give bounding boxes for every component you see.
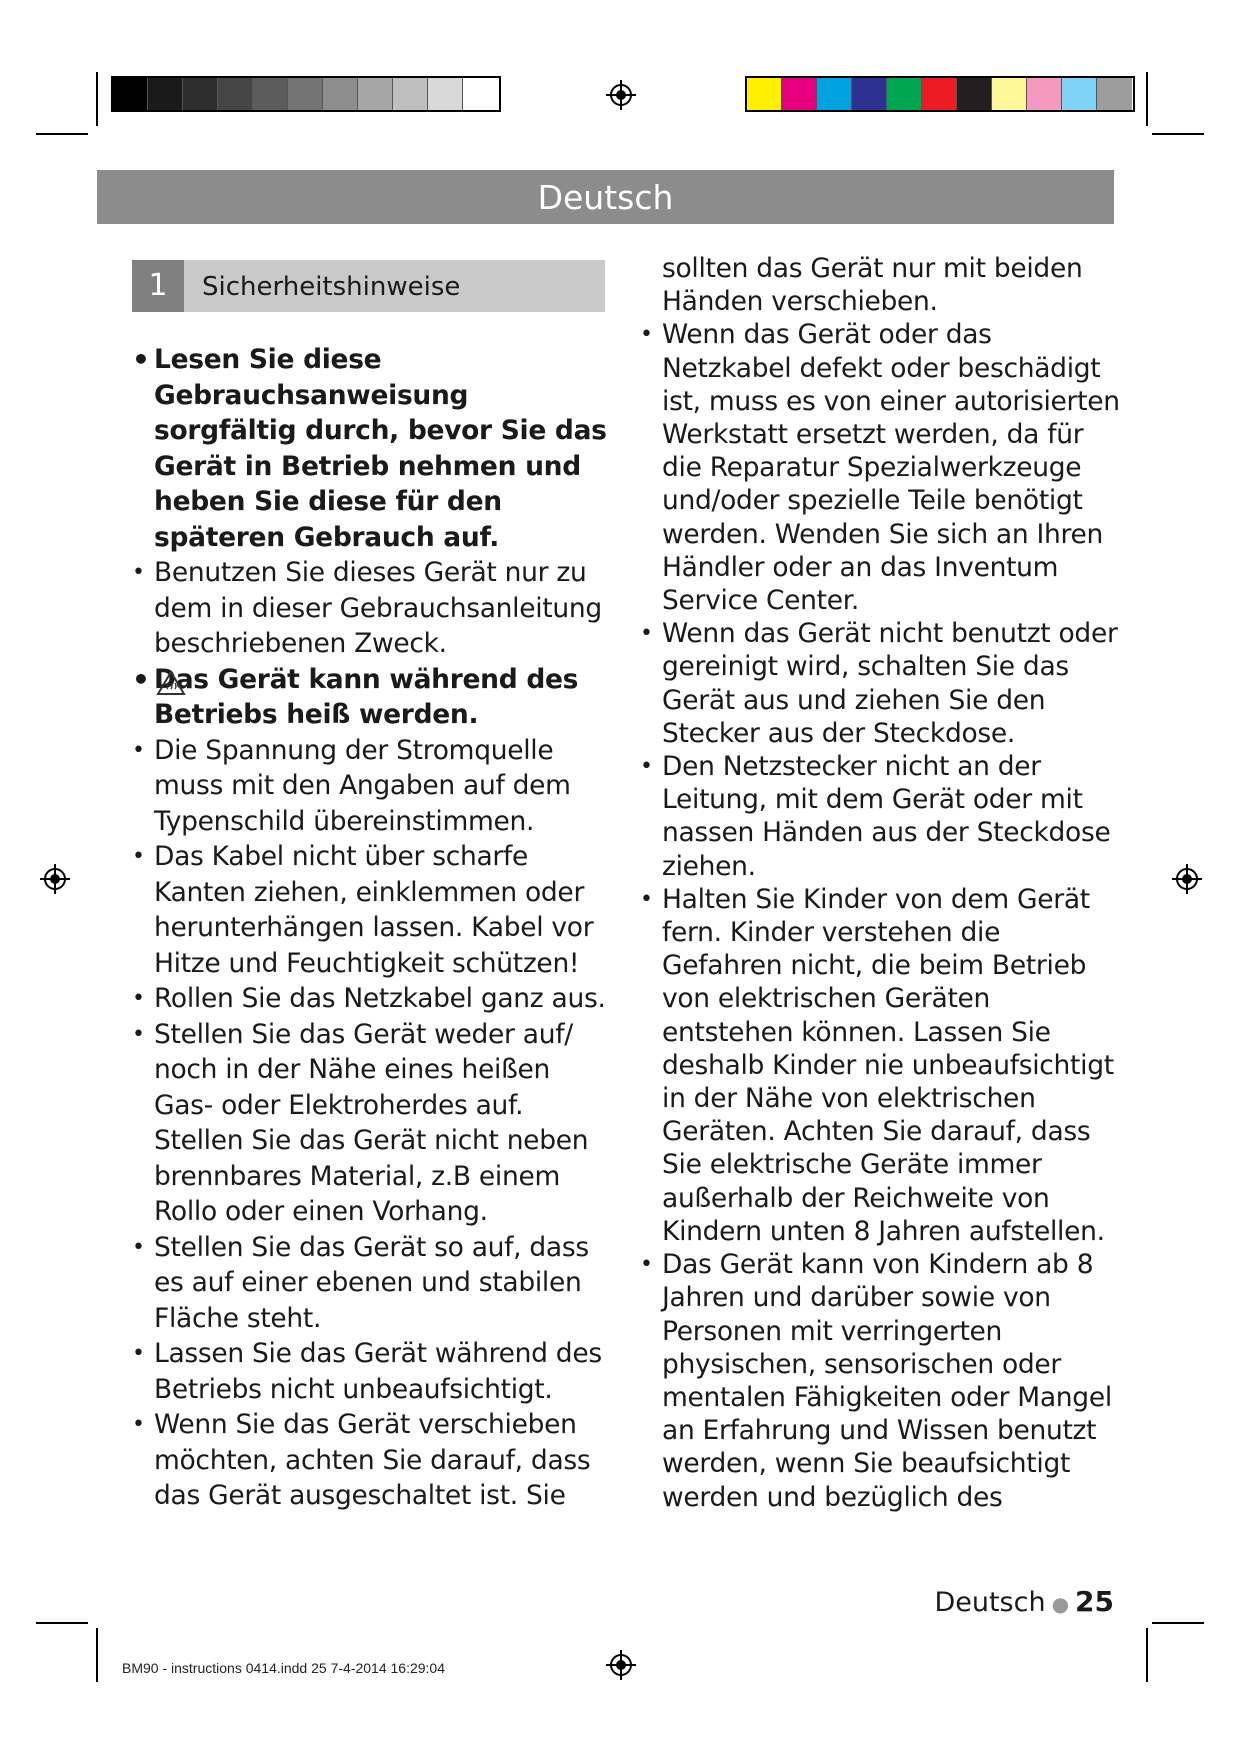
- list-item: • Lesen Sie diese Gebrauchsanweisung sorgfältig durch, bevor Sie das Gerät in Betrieb nehmen und heben Sie diese für den späteren Gebrauch auf.: [132, 342, 612, 555]
- page-title: Deutsch: [537, 178, 674, 217]
- list-item: • Stellen Sie das Gerät weder auf/ noch in der Nähe eines heißen Gas- oder Elektroherdes auf. Stellen Sie das Gerät nicht neben brennbares Material, z.B einem Rollo oder einen Vorhang.: [132, 1017, 612, 1230]
- color-swatch: [1027, 78, 1062, 110]
- list-item: • Wenn Sie das Gerät verschieben möchten, achten Sie darauf, dass das Gerät ausgeschaltet ist. Sie: [132, 1407, 612, 1514]
- registration-mark-icon: [606, 80, 636, 110]
- color-swatch: [183, 78, 218, 110]
- list-item: • Das Kabel nicht über scharfe Kanten ziehen, einklemmen oder herunterhängen lassen. Kabel vor Hitze und Feuchtigkeit schützen!: [132, 839, 612, 981]
- list-item: • Rollen Sie das Netzkabel ganz aus.: [132, 981, 612, 1017]
- grayscale-calibration-bar: [111, 76, 501, 112]
- color-swatch: [747, 78, 782, 110]
- crop-mark: [36, 1622, 88, 1624]
- color-swatch: [782, 78, 817, 110]
- color-swatch: [113, 78, 148, 110]
- safety-list-left: [132, 342, 612, 1514]
- hot-warning-text: Das Gerät kann während des Betriebs heiß werden.: [154, 663, 579, 730]
- color-swatch: [887, 78, 922, 110]
- language-header-band: [97, 170, 1114, 224]
- list-item: • Wenn das Gerät oder das Netzkabel defekt oder beschädigt ist, muss es von einer autorisierten Werkstatt ersetzt werden, da für die Reparatur Spezialwerkzeuge und/oder spezielle Teile benötigt werden. Wenden Sie sich an Ihren Händler oder an das Inventum Service Center.: [640, 318, 1120, 617]
- crop-mark: [36, 133, 88, 135]
- hot-surface-warning-icon: [156, 670, 186, 696]
- color-swatch: [393, 78, 428, 110]
- color-swatch: [463, 78, 498, 110]
- section-title: Sicherheitshinweise: [202, 272, 461, 302]
- list-item: • Lassen Sie das Gerät während des Betriebs nicht unbeaufsichtigt.: [132, 1336, 612, 1407]
- list-item: • Benutzen Sie dieses Gerät nur zu dem in dieser Gebrauchsanleitung beschriebenen Zweck.: [132, 555, 612, 662]
- color-swatch: [957, 78, 992, 110]
- print-imprint: BM90 - instructions 0414.indd 25 7-4-2014 16:29:04: [122, 1660, 445, 1676]
- list-item: • Die Spannung der Stromquelle muss mit den Angaben auf dem Typenschild übereinstimmen.: [132, 733, 612, 840]
- crop-mark: [1146, 72, 1148, 126]
- page-footer: [934, 1585, 1114, 1618]
- list-item: • Den Netzstecker nicht an der Leitung, mit dem Gerät oder mit nassen Händen aus der Steckdose ziehen.: [640, 750, 1120, 883]
- list-item: • Halten Sie Kinder von dem Gerät fern. Kinder verstehen die Gefahren nicht, die beim Betrieb von elektrischen Geräten entstehen können. Lassen Sie deshalb Kinder nie unbeaufsichtigt in der Nähe von elektrischen Geräten. Achten Sie darauf, dass Sie elektrische Geräte immer außerhalb der Reichweite von Kindern unten 8 Jahren aufstellen.: [640, 883, 1120, 1248]
- list-item: • Das Gerät kann von Kindern ab 8 Jahren und darüber sowie von Personen mit verringerten physischen, sensorischen oder mentalen Fähigkeiten oder Mangel an Erfahrung und Wissen benutzt werden, wenn Sie beaufsichtigt werden und bezüglich des: [640, 1248, 1120, 1514]
- list-item: • Wenn das Gerät nicht benutzt oder gereinigt wird, schalten Sie das Gerät aus und ziehen Sie den Stecker aus der Steckdose.: [640, 617, 1120, 750]
- color-swatch: [992, 78, 1027, 110]
- registration-mark-icon: [606, 1650, 636, 1680]
- section-number: 1: [132, 260, 184, 312]
- crop-mark: [1152, 133, 1204, 135]
- color-swatch: [288, 78, 323, 110]
- left-column: [132, 342, 612, 1514]
- color-swatch: [852, 78, 887, 110]
- crop-mark: [1152, 1622, 1204, 1624]
- color-swatch: [1062, 78, 1097, 110]
- safety-list-right: [640, 318, 1120, 1513]
- color-swatch: [323, 78, 358, 110]
- color-swatch: [1097, 78, 1132, 110]
- footer-language: Deutsch: [934, 1587, 1046, 1618]
- crop-mark: [96, 72, 98, 126]
- continued-text: sollten das Gerät nur mit beiden Händen verschieben.: [662, 253, 1083, 318]
- list-item: • Stellen Sie das Gerät so auf, dass es auf einer ebenen und stabilen Fläche steht.: [132, 1230, 612, 1337]
- footer-separator: ●: [1051, 1592, 1070, 1616]
- registration-mark-icon: [1172, 864, 1202, 894]
- color-swatch: [253, 78, 288, 110]
- color-swatch: [817, 78, 852, 110]
- crop-mark: [96, 1628, 98, 1682]
- section-heading: [132, 260, 605, 312]
- color-swatch: [358, 78, 393, 110]
- registration-mark-icon: [40, 864, 70, 894]
- list-item-hot-warning: [132, 662, 612, 733]
- right-column: [640, 252, 1120, 1514]
- color-swatch: [218, 78, 253, 110]
- crop-mark: [1146, 1628, 1148, 1682]
- color-swatch: [148, 78, 183, 110]
- color-swatch: [428, 78, 463, 110]
- color-swatch: [922, 78, 957, 110]
- page-number: 25: [1075, 1585, 1114, 1618]
- color-calibration-bar: [745, 76, 1135, 112]
